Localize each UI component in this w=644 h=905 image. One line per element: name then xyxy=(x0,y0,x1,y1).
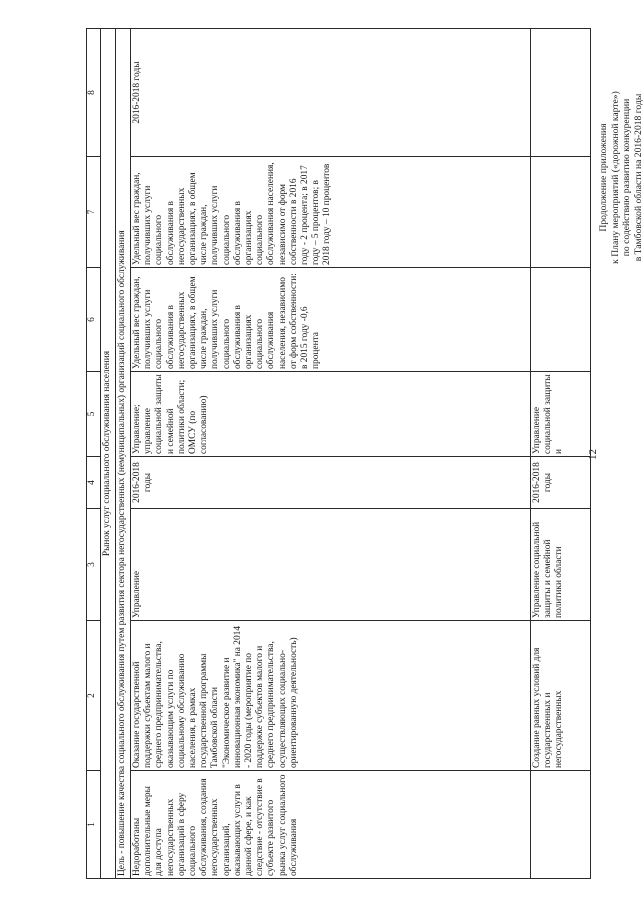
column-number: 6 xyxy=(87,268,101,372)
target-indicator-cell: Удельный вес граждан, получивших услуги социального обслуживания в негосударственных организациях, в общем числе граждан, получивших услуги социального обслуживания в организациях социального обслуживания населения, независимо от форм собственности в 2016 году - 2 процента; в 2017 году – 5 процентов; в 2018 году – 10 процентов xyxy=(131,157,531,268)
column-number: 3 xyxy=(87,509,101,621)
column-number: 4 xyxy=(87,457,101,509)
page-header xyxy=(598,10,644,345)
measures-table xyxy=(86,28,591,879)
period-cell: 2016-2018 годы xyxy=(531,457,591,509)
deadline-cell xyxy=(531,29,591,157)
column-number: 5 xyxy=(87,372,101,457)
table-row xyxy=(131,29,531,879)
header-line-2: к Плану мероприятий («дорожной карте») xyxy=(609,91,621,264)
responsible-cell: Управление социальной защиты и xyxy=(531,372,591,457)
problem-cell: Недоработаны дополнительные меры для доступа негосударственных организаций в сферу социального обслуживания, создания негосударственных организаций, оказывающих услуги в данной сфере, и как следствие - отсутствие в субъекте развитого рынка услуг социального обслуживания xyxy=(131,771,531,879)
header-line-4: в Тамбовской области на 2016-2018 годы xyxy=(632,93,644,262)
page-number: 12 xyxy=(587,449,599,460)
table-row xyxy=(531,29,591,879)
column-number-row xyxy=(87,29,101,879)
header-line-1: Продолжение приложения xyxy=(598,123,609,232)
header-line-3: по содействию развитию конкуренции xyxy=(621,98,632,257)
section-title: Рынок услуг социального обслуживания населения xyxy=(101,29,116,879)
goal-text: Цель - повышение качества социального обслуживания путем развития сектора негосударственных (немуниципальных) организаций социального обслуживания xyxy=(116,29,131,879)
column-number: 8 xyxy=(87,29,101,157)
deadline-cell: 2016-2018 годы xyxy=(131,29,531,157)
column-number: 7 xyxy=(87,157,101,268)
measure-cell: Оказание государственной поддержки субъектам малого и среднего предпринимательства, оказывающим услуги по социальному обслуживанию населения, в рамках государственной программы Тамбовской области "Экономическое развитие и инновационная экономика" на 2014 - 2020 годы (мероприятие по поддержке субъектов малого и среднего предпринимательства, осуществляющих социально-ориентированную деятельность) xyxy=(131,621,531,771)
goal-row xyxy=(116,29,131,879)
target-indicator-cell xyxy=(531,157,591,268)
baseline-indicator-cell: Удельный вес граждан, получивших услуги социального обслуживания в негосударственных организациях, в общем числе граждан, получивших услуги социального обслуживания в организациях социального обслуживания населения, независимо от форм собственности: в 2015 году -0,6 процента xyxy=(131,268,531,372)
responsible-cell: Управление; управление социальной защиты и семейной политики области; ОМСУ (по согласованию) xyxy=(131,372,531,457)
executor-cell: Управление социальной защиты и семейной политики области xyxy=(531,509,591,621)
problem-cell xyxy=(531,771,591,879)
period-cell: 2016-2018 годы xyxy=(131,457,531,509)
baseline-indicator-cell xyxy=(531,268,591,372)
column-number: 1 xyxy=(87,771,101,879)
measure-cell: Создание равных условий для государственных и негосударственных xyxy=(531,621,591,771)
section-title-row xyxy=(101,29,116,879)
column-number: 2 xyxy=(87,621,101,771)
executor-cell: Управление xyxy=(131,509,531,621)
